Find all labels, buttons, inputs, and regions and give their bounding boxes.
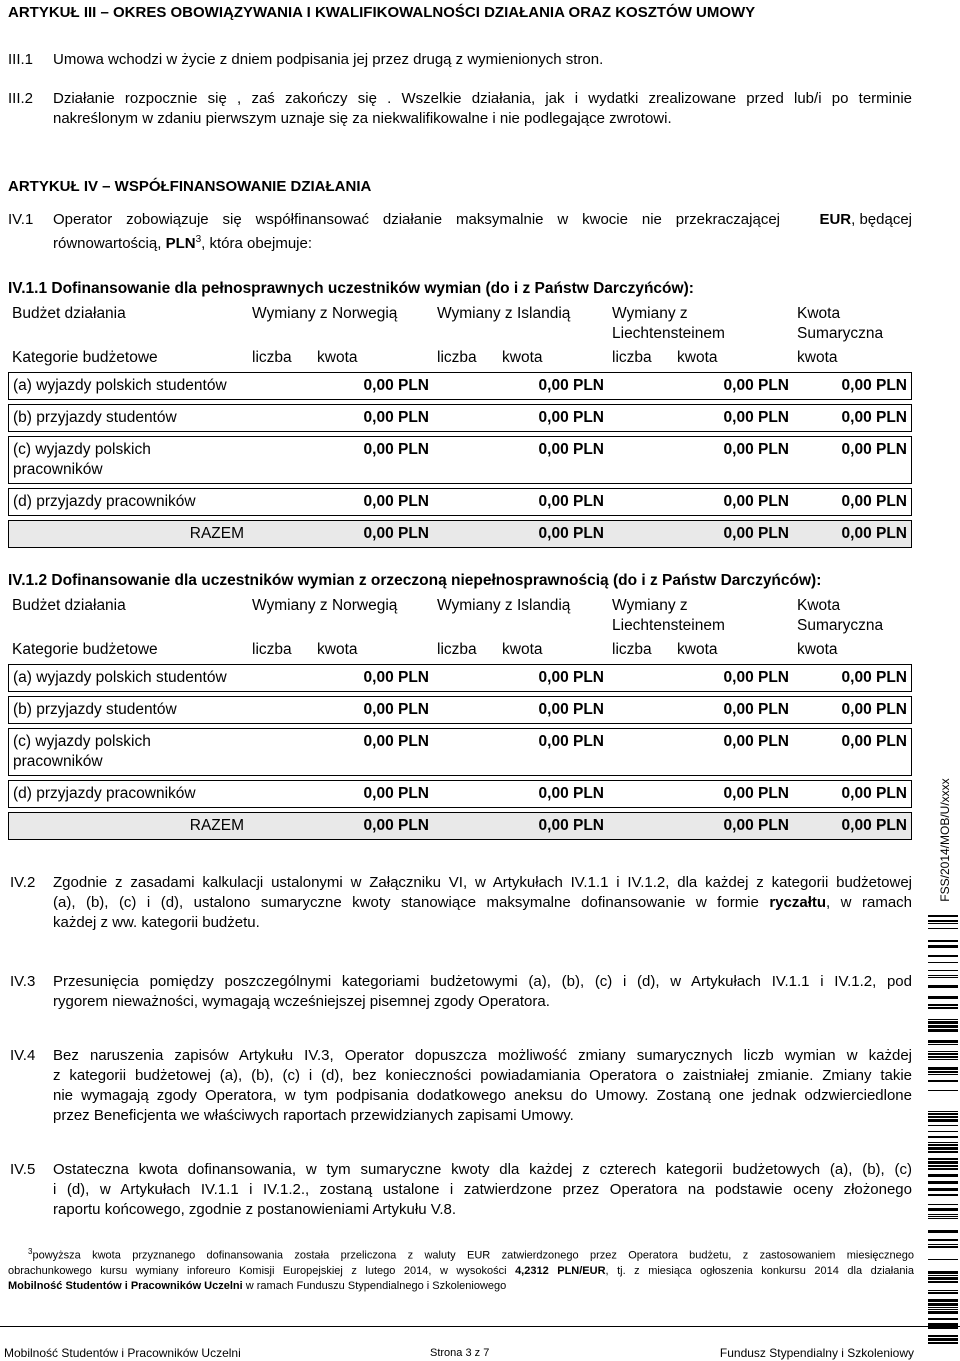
header-cell: Wymiany z Norwegią bbox=[252, 597, 398, 614]
paragraph-number: III.2 bbox=[8, 90, 34, 107]
barcode-image bbox=[928, 915, 958, 1355]
header-cell: Wymiany z Norwegią bbox=[252, 305, 398, 322]
paragraph-iii-1 bbox=[8, 50, 912, 70]
currency-pln: PLN bbox=[165, 235, 196, 252]
table-total-row bbox=[8, 812, 912, 840]
table-row bbox=[8, 780, 912, 808]
amount-cell: 0,00 PLN bbox=[793, 696, 912, 724]
row-label: (b) przyjazdy studentów bbox=[8, 404, 248, 432]
header-cell: Wymiany z Liechtensteinem bbox=[612, 305, 725, 342]
amount-cell: 0,00 PLN bbox=[433, 780, 608, 808]
footnote-line-text: powyższa kwota przyznanego dofinansowania została przeliczona z waluty EUR zatwierdzonego przez Operatora budżetu, z zastosowaniem miesięcznego bbox=[32, 1249, 914, 1262]
article-3-heading: ARTYKUŁ III – OKRES OBOWIĄZYWANIA I KWALIFIKOWALNOŚCI DZIAŁANIA ORAZ KOSZTÓW UMOWY bbox=[8, 4, 756, 21]
paragraph-line: każdej z ww. kategorii budżetu. bbox=[53, 914, 260, 931]
amount-cell: 0,00 PLN bbox=[433, 372, 608, 400]
row-label: (a) wyjazdy polskich studentów bbox=[8, 372, 248, 400]
paragraph-iv-1 bbox=[8, 210, 912, 254]
total-label: RAZEM bbox=[8, 520, 248, 548]
paragraph-text: Umowa wchodzi w życie z dniem podpisania jej przez drugą z wymienionych stron. bbox=[53, 51, 604, 68]
paragraph-body bbox=[53, 873, 912, 933]
amount-cell: 0,00 PLN bbox=[248, 728, 433, 776]
paragraph-line bbox=[53, 230, 912, 254]
table-row bbox=[8, 436, 912, 484]
table-subheader-row bbox=[8, 640, 912, 660]
footnote-line bbox=[8, 1264, 914, 1279]
paragraph-line: z kategorii budżetowej (a), (b), (c) i (d), bez konieczności powiadamiania Operatora o zaistniałej zmianie. Zmiany takie bbox=[53, 1067, 912, 1084]
article-4-heading: ARTYKUŁ IV – WSPÓŁFINANSOWANIE DZIAŁANIA bbox=[8, 178, 372, 195]
footnote-line bbox=[8, 1279, 914, 1294]
paragraph-line: raportu końcowego, zgodnie z postanowieniami Artykułu V.8. bbox=[53, 1201, 457, 1218]
amount-cell: 0,00 PLN bbox=[608, 372, 793, 400]
subheader-cell: Kategorie budżetowe bbox=[12, 641, 158, 658]
eur-amount bbox=[819, 210, 912, 230]
paragraph-body bbox=[53, 210, 912, 254]
budget-table-2 bbox=[8, 592, 912, 844]
paragraph-number: IV.5 bbox=[10, 1161, 36, 1178]
table-subheader-row bbox=[8, 348, 912, 368]
paragraph-body bbox=[53, 972, 912, 1012]
amount-cell: 0,00 PLN bbox=[433, 696, 608, 724]
subheader-cell: kwota bbox=[797, 641, 838, 658]
amount-cell: 0,00 PLN bbox=[248, 404, 433, 432]
subheader-cell: kwota bbox=[502, 641, 543, 658]
amount-cell: 0,00 PLN bbox=[433, 436, 608, 484]
header-cell: Kwota Sumaryczna bbox=[797, 305, 884, 342]
header-cell: Wymiany z Liechtensteinem bbox=[612, 597, 725, 634]
amount-cell: 0,00 PLN bbox=[608, 404, 793, 432]
amount-cell: 0,00 PLN bbox=[248, 696, 433, 724]
paragraph-iv-5 bbox=[8, 1160, 912, 1224]
amount-cell: 0,00 PLN bbox=[433, 664, 608, 692]
paragraph-number: III.1 bbox=[8, 51, 34, 68]
total-amount-cell: 0,00 PLN bbox=[608, 812, 793, 840]
paragraph-line bbox=[53, 893, 912, 913]
table-1-title: IV.1.1 Dofinansowanie dla pełnosprawnych uczestników wymian (do i z Państw Darczyńców): bbox=[8, 280, 694, 297]
paragraph-line-text: Operator zobowiązuje się współfinansować działanie maksymalnie w kwocie nie przekraczającej bbox=[53, 211, 780, 228]
subheader-cell: liczba bbox=[437, 641, 477, 658]
amount-cell: 0,00 PLN bbox=[248, 664, 433, 692]
paragraph-iv-4 bbox=[8, 1046, 912, 1130]
amount-cell: 0,00 PLN bbox=[793, 488, 912, 516]
paragraph-line-text: (a), (b), (c) i (d), ustalono sumaryczne kwoty stanowiące maksymalne dofinansowanie w formie bbox=[53, 894, 759, 911]
subheader-cell: kwota bbox=[502, 349, 543, 366]
table-row bbox=[8, 728, 912, 776]
paragraph-line: Zgodnie z zasadami kalkulacji ustalonymi w Załączniku VI, w Artykułach IV.1.1 i IV.1.2, dla każdej z kategorii budżetowej bbox=[53, 874, 912, 891]
row-label: (d) przyjazdy pracowników bbox=[8, 488, 248, 516]
paragraph-iv-3 bbox=[8, 972, 912, 1016]
paragraph-line-text: , która obejmuje: bbox=[201, 235, 313, 252]
amount-cell: 0,00 PLN bbox=[793, 728, 912, 776]
budget-table-1 bbox=[8, 300, 912, 552]
table-header-row bbox=[8, 304, 912, 344]
subheader-cell: liczba bbox=[252, 349, 292, 366]
table-row bbox=[8, 372, 912, 400]
subheader-cell: Kategorie budżetowe bbox=[12, 349, 158, 366]
total-amount-cell: 0,00 PLN bbox=[248, 520, 433, 548]
subheader-cell: liczba bbox=[252, 641, 292, 658]
table-row bbox=[8, 664, 912, 692]
footnote-ref: 3 bbox=[195, 234, 202, 245]
subheader-cell: liczba bbox=[612, 349, 652, 366]
paragraph-line: nakreślonym w zdaniu pierwszym uznaje się za niekwalifikowalne i nie podlegające zwrotowi. bbox=[53, 110, 672, 127]
paragraph-line: Bez naruszenia zapisów Artykułu IV.3, Operator dopuszcza możliwość zmiany sumarycznych liczb wymian w każdej bbox=[53, 1047, 912, 1064]
footnote-line-text: obrachunkowego kursu wymiany inforeuro Komisji Europejskiej z lutego 2014, w wysokości bbox=[8, 1264, 507, 1277]
amount-cell: 0,00 PLN bbox=[433, 488, 608, 516]
total-amount-cell: 0,00 PLN bbox=[793, 520, 912, 548]
paragraph-line: nie wymagają zgody Operatora, w tym podpisania dodatkowego aneksu do Umowy. Zostaną one jednak odzwierciedlone bbox=[53, 1087, 912, 1104]
total-amount-cell: 0,00 PLN bbox=[433, 520, 608, 548]
table-total-row bbox=[8, 520, 912, 548]
amount-cell: 0,00 PLN bbox=[248, 780, 433, 808]
paragraph-line: przez Beneficjenta we właściwych raportach przewidzianych zapisami Umowy. bbox=[53, 1107, 574, 1124]
paragraph-line-text: równowartością, bbox=[53, 235, 162, 252]
paragraph-line: Działanie rozpocznie się , zaś zakończy się . Wszelkie działania, jak i wydatki zrealizowane przed lub/i po terminie bbox=[53, 90, 912, 107]
paragraph-line: i (d), w Artykułach IV.1.1 i IV.1.2., zostaną ustalone i zatwierdzone przez Operatora na podstawie oceny złożonego bbox=[53, 1181, 912, 1198]
amount-cell: 0,00 PLN bbox=[248, 488, 433, 516]
row-label: (d) przyjazdy pracowników bbox=[8, 780, 248, 808]
total-amount-cell: 0,00 PLN bbox=[608, 520, 793, 548]
paragraph-line bbox=[53, 210, 912, 230]
amount-cell: 0,00 PLN bbox=[608, 696, 793, 724]
amount-cell: 0,00 PLN bbox=[248, 436, 433, 484]
footer-left: Mobilność Studentów i Pracowników Uczelni bbox=[4, 1346, 241, 1360]
table-2-title: IV.1.2 Dofinansowanie dla uczestników wymian z orzeczoną niepełnosprawnością (do i z Państw Darczyńców): bbox=[8, 572, 822, 589]
row-label: (c) wyjazdy polskich pracowników bbox=[8, 436, 248, 484]
total-amount-cell: 0,00 PLN bbox=[793, 812, 912, 840]
paragraph-body bbox=[53, 89, 912, 129]
emphasis-ryczalt: ryczałtu bbox=[769, 894, 827, 911]
subheader-cell: kwota bbox=[317, 641, 358, 658]
header-cell: Budżet działania bbox=[12, 597, 126, 614]
paragraph-line-text: , w ramach bbox=[826, 894, 913, 911]
row-label: (b) przyjazdy studentów bbox=[8, 696, 248, 724]
footer-right: Fundusz Stypendialny i Szkoleniowy bbox=[719, 1346, 914, 1360]
paragraph-line-text: , będącej bbox=[851, 211, 912, 228]
paragraph-iv-2 bbox=[8, 873, 912, 937]
header-cell: Wymiany z Islandią bbox=[437, 305, 571, 322]
header-cell: Kwota Sumaryczna bbox=[797, 597, 884, 634]
paragraph-body bbox=[53, 1160, 912, 1220]
footer-rule bbox=[0, 1326, 960, 1327]
footer-page-number: Strona 3 z 7 bbox=[430, 1347, 490, 1359]
subheader-cell: kwota bbox=[677, 349, 718, 366]
amount-cell: 0,00 PLN bbox=[608, 488, 793, 516]
subheader-cell: kwota bbox=[797, 349, 838, 366]
total-amount-cell: 0,00 PLN bbox=[248, 812, 433, 840]
table-row bbox=[8, 488, 912, 516]
amount-cell: 0,00 PLN bbox=[248, 372, 433, 400]
table-row bbox=[8, 404, 912, 432]
footnote-line-text: w ramach Funduszu Stypendialnego i Szkoleniowego bbox=[242, 1279, 507, 1292]
paragraph-number: IV.3 bbox=[10, 973, 36, 990]
paragraph-body bbox=[53, 1046, 912, 1126]
amount-cell: 0,00 PLN bbox=[793, 404, 912, 432]
amount-cell: 0,00 PLN bbox=[433, 728, 608, 776]
currency-eur: EUR bbox=[819, 211, 852, 228]
total-amount-cell: 0,00 PLN bbox=[433, 812, 608, 840]
paragraph-number: IV.2 bbox=[10, 874, 36, 891]
paragraph-line: Ostateczna kwota dofinansowania, w tym sumaryczne kwoty dla każdej z czterech kategorii budżetowych (a), (b), (c) bbox=[53, 1161, 912, 1178]
footnote bbox=[8, 1244, 914, 1294]
exchange-rate: 4,2312 PLN/EUR bbox=[515, 1264, 606, 1277]
paragraph-number: IV.4 bbox=[10, 1047, 36, 1064]
paragraph-number: IV.1 bbox=[8, 211, 34, 228]
side-code-text: FSS/2014/MOB/U/xxxx bbox=[938, 778, 952, 902]
amount-cell: 0,00 PLN bbox=[433, 404, 608, 432]
amount-cell: 0,00 PLN bbox=[793, 436, 912, 484]
paragraph-iii-2 bbox=[8, 89, 912, 133]
side-document-code bbox=[930, 775, 960, 905]
paragraph-line: rygorem nieważności, wymagają wcześniejszej pisemnej zgody Operatora. bbox=[53, 993, 550, 1010]
table-row bbox=[8, 696, 912, 724]
program-name: Mobilność Studentów i Pracowników Uczelni bbox=[8, 1279, 243, 1292]
total-label: RAZEM bbox=[8, 812, 248, 840]
amount-cell: 0,00 PLN bbox=[793, 664, 912, 692]
subheader-cell: liczba bbox=[437, 349, 477, 366]
subheader-cell: liczba bbox=[612, 641, 652, 658]
footnote-line bbox=[8, 1244, 914, 1264]
paragraph-line: Przesunięcia pomiędzy poszczególnymi kategoriami budżetowymi (a), (b), (c) i (d), w Artykułach IV.1.1 i IV.1.2, pod bbox=[53, 973, 912, 990]
footnote-mark: 3 bbox=[28, 1247, 33, 1256]
amount-cell: 0,00 PLN bbox=[608, 664, 793, 692]
row-label: (c) wyjazdy polskich pracowników bbox=[8, 728, 248, 776]
amount-cell: 0,00 PLN bbox=[793, 780, 912, 808]
amount-cell: 0,00 PLN bbox=[608, 728, 793, 776]
amount-cell: 0,00 PLN bbox=[793, 372, 912, 400]
header-cell: Wymiany z Islandią bbox=[437, 597, 571, 614]
row-label: (a) wyjazdy polskich studentów bbox=[8, 664, 248, 692]
subheader-cell: kwota bbox=[317, 349, 358, 366]
footnote-line-text: , tj. z miesiąca ogłoszenia konkursu 2014 dla działania bbox=[605, 1264, 914, 1277]
table-header-row bbox=[8, 596, 912, 636]
amount-cell: 0,00 PLN bbox=[608, 436, 793, 484]
subheader-cell: kwota bbox=[677, 641, 718, 658]
header-cell: Budżet działania bbox=[12, 305, 126, 322]
amount-cell: 0,00 PLN bbox=[608, 780, 793, 808]
